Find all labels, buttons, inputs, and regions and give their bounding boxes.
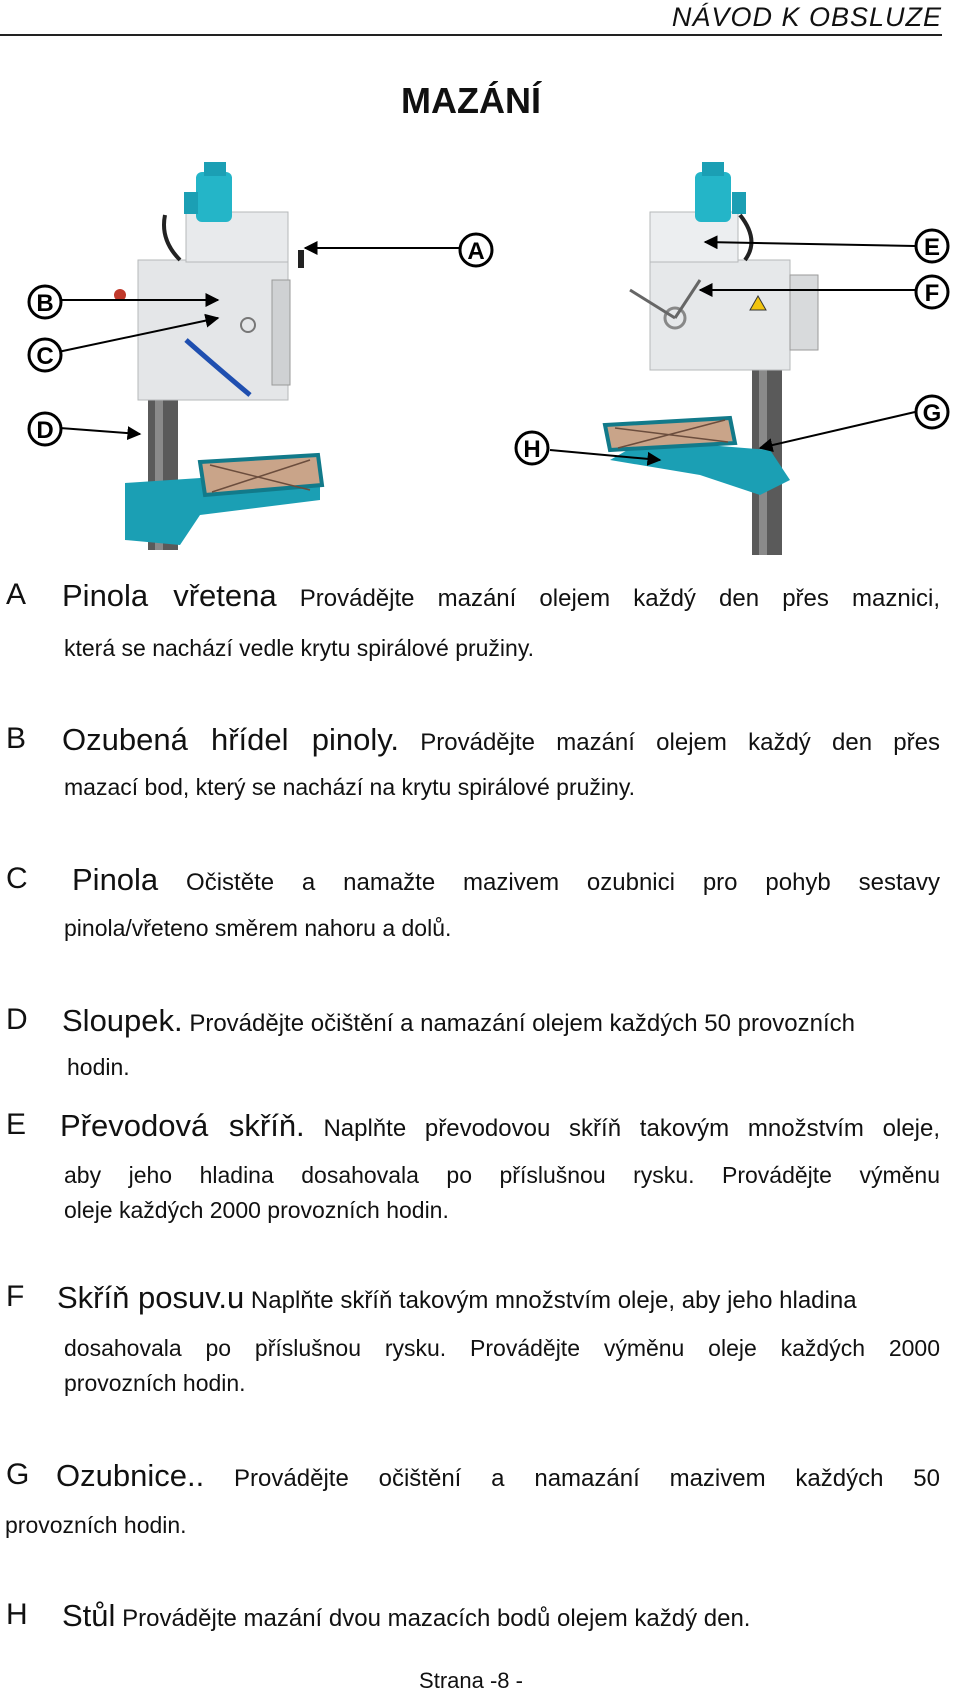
entry-letter: F (6, 1280, 25, 1313)
right-drill-press-image (605, 162, 818, 555)
svg-text:A: A (467, 238, 485, 265)
entry-continuation: hodin. (67, 1054, 130, 1080)
entry-term: Ozubnice.. (56, 1458, 205, 1493)
entry-letter: D (6, 1003, 28, 1036)
callout-f (916, 276, 948, 308)
callout-h (516, 432, 548, 464)
svg-text:D: D (36, 417, 54, 444)
entry-text: Očistěte a namažte mazivem ozubnici pro pohyb sestavy (186, 869, 940, 896)
callout-g (916, 396, 948, 428)
entry-first-line (56, 1458, 940, 1494)
entry-first-line (62, 578, 940, 614)
page-footer: Strana -8 - (419, 1668, 523, 1693)
entry-term: Stůl (62, 1598, 116, 1633)
entry-term: Sloupek. (62, 1003, 183, 1038)
entry-continuation: která se nachází vedle krytu spirálové pružiny. (64, 635, 535, 661)
callout-b (29, 286, 61, 318)
entry-letter: B (6, 722, 27, 755)
callout-a (460, 234, 492, 266)
entry-text: Provádějte mazání olejem každý den přes (420, 729, 940, 756)
entry-first-line (62, 1003, 940, 1039)
entry-first-line (57, 1280, 940, 1316)
svg-text:B: B (36, 290, 54, 317)
left-drill-press-image (114, 162, 322, 550)
entry-text: Naplňte skříň takovým množstvím oleje, aby jeho hladina (250, 1287, 857, 1314)
entry-continuation: pinola/vřeteno směrem nahoru a dolů. (64, 915, 452, 941)
entry-continuation: provozních hodin. (64, 1370, 246, 1396)
entry-continuation: oleje každých 2000 provozních hodin. (64, 1197, 449, 1223)
entry-text: Naplňte převodovou skříň takovým množstvím oleje, (323, 1115, 941, 1142)
entry-continuation: dosahovala po příslušnou rysku. Provádějte výměnu oleje každých 2000 (64, 1335, 940, 1361)
svg-text:G: G (922, 400, 942, 427)
entry-term: Pinola vřetena (62, 578, 277, 613)
page-header (0, 0, 942, 36)
entry-first-line (62, 722, 940, 758)
drill-press-figure (0, 150, 960, 570)
svg-text:E: E (923, 234, 941, 261)
entry-continuation: aby jeho hladina dosahovala po příslušnou rysku. Provádějte výměnu (64, 1162, 940, 1188)
entry-text: Provádějte očištění a namazání olejem každých 50 provozních (189, 1010, 856, 1037)
header-text: NÁVOD K OBSLUZE (671, 2, 942, 32)
entry-term: Pinola (72, 862, 159, 897)
entry-letter: E (6, 1108, 27, 1141)
entry-letter: H (6, 1598, 28, 1631)
callout-e (916, 230, 948, 262)
entry-term: Ozubená hřídel pinoly. (62, 722, 400, 757)
entry-text: Provádějte očištění a namazání mazivem každých 50 (234, 1465, 941, 1492)
svg-text:H: H (523, 436, 541, 463)
entry-term: Skříň posuv.u (57, 1280, 245, 1315)
svg-text:C: C (36, 343, 54, 370)
entry-first-line (60, 1108, 940, 1144)
callout-d (29, 413, 61, 445)
entry-term: Převodová skříň. (60, 1108, 305, 1143)
entry-continuation: mazací bod, který se nachází na krytu spirálové pružiny. (64, 774, 636, 800)
entry-letter: C (6, 862, 28, 895)
callout-c (29, 339, 61, 371)
page-title: MAZÁNÍ (401, 80, 541, 121)
entry-text: Provádějte mazání olejem každý den přes maznici, (299, 585, 941, 612)
svg-text:F: F (924, 280, 940, 307)
entry-letter: G (6, 1458, 30, 1491)
entry-first-line (72, 862, 940, 898)
entry-continuation: provozních hodin. (5, 1512, 187, 1538)
entry-text: Provádějte mazání dvou mazacích bodů olejem každý den. (122, 1605, 751, 1632)
entry-letter: A (6, 578, 27, 611)
entry-first-line (62, 1598, 940, 1634)
